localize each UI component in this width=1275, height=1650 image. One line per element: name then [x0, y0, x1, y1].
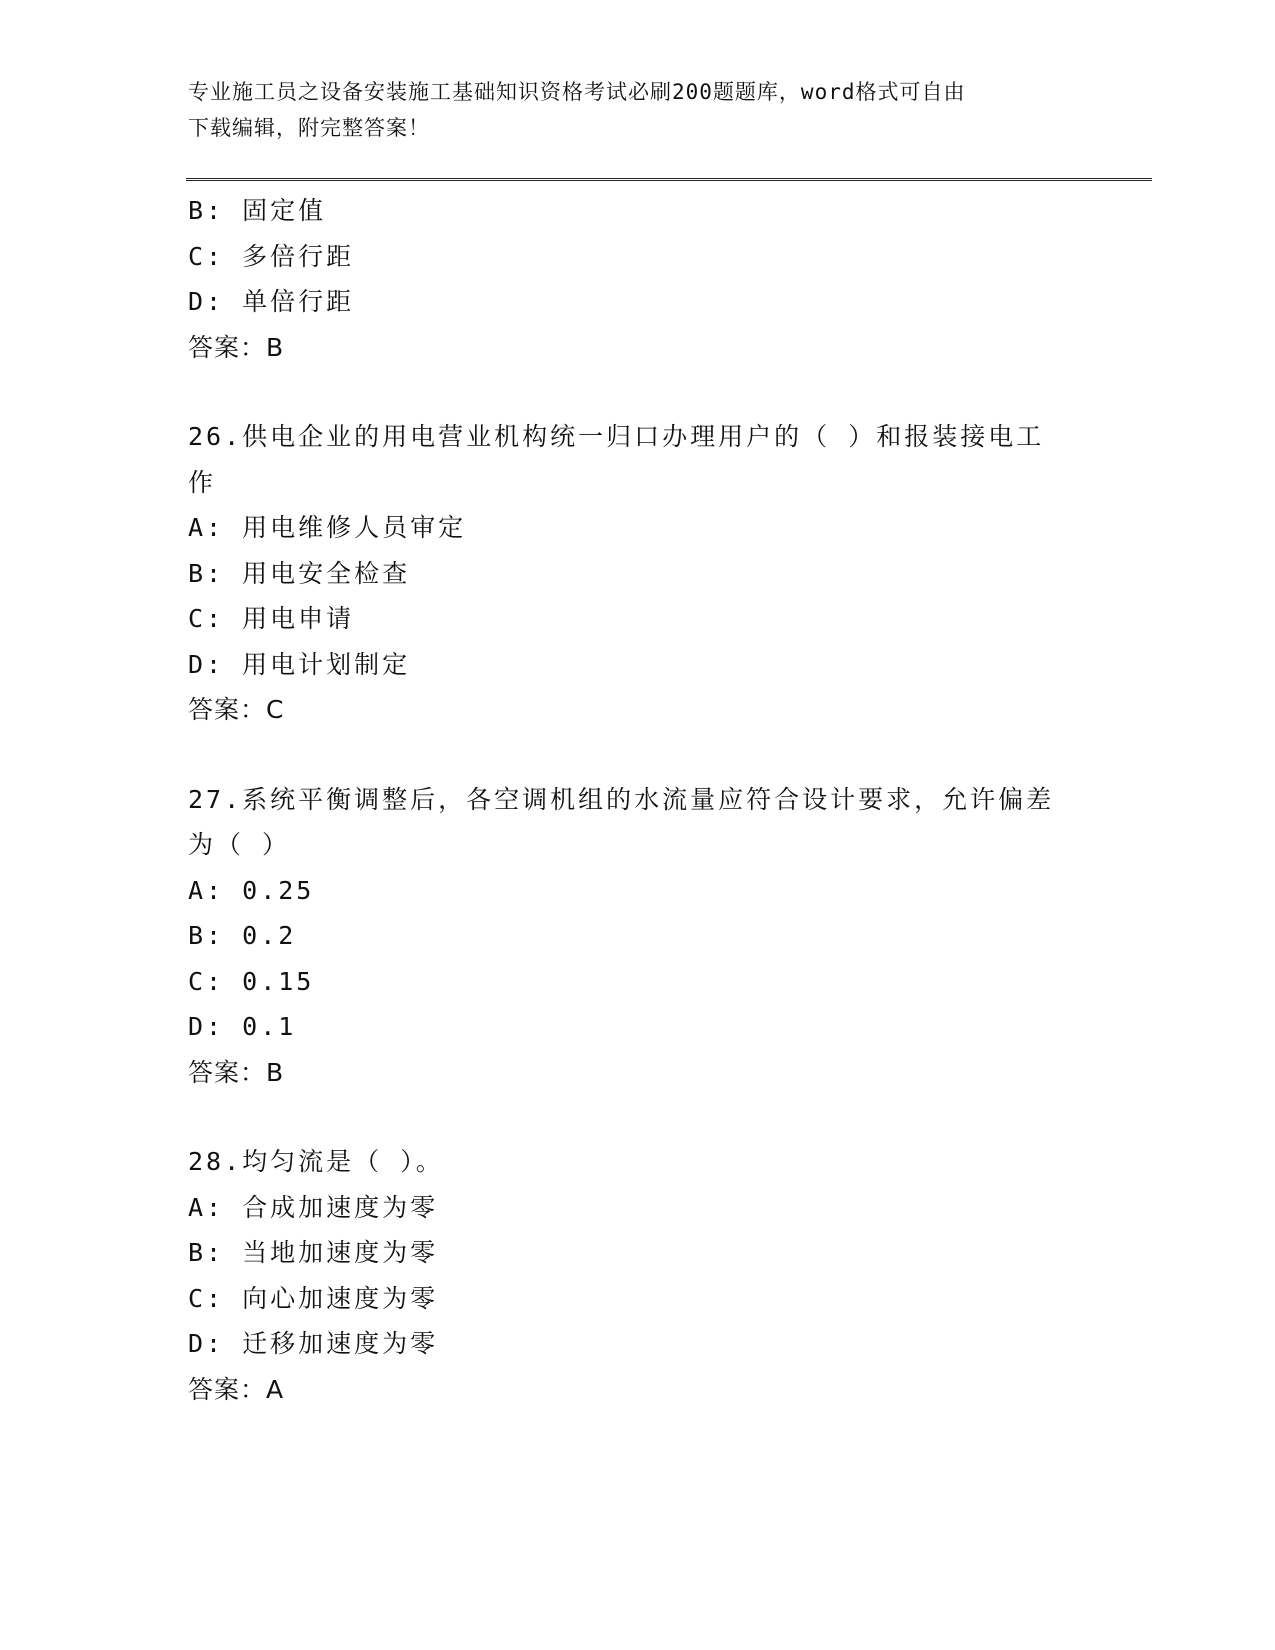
- option-a: A: 合成加速度为零: [188, 1192, 439, 1222]
- question-26: [188, 414, 1088, 733]
- document-header: [188, 74, 1068, 146]
- option-b: B: 0.2: [188, 921, 297, 950]
- header-divider: [186, 178, 1152, 181]
- question-stem-line-1: 27.系统平衡调整后，各空调机组的水流量应符合设计要求，允许偏差: [188, 784, 1055, 814]
- question-27: [188, 777, 1088, 1096]
- question-stem-line-1: 28.均匀流是（ ）。: [188, 1147, 444, 1176]
- option-d: D: 0.1: [188, 1012, 297, 1041]
- option-c: C: 向心加速度为零: [188, 1283, 439, 1313]
- answer: 答案：B: [188, 332, 285, 362]
- header-line-1: 专业施工员之设备安装施工基础知识资格考试必刷200题题库，word格式可自由: [188, 80, 966, 104]
- option-c: C: 0.15: [188, 966, 315, 996]
- option-c: C: 多倍行距: [188, 241, 355, 271]
- header-line-2: 下载编辑，附完整答案！: [188, 116, 430, 140]
- option-d: D: 单倍行距: [188, 287, 355, 316]
- option-a: A: 用电维修人员审定: [188, 513, 467, 542]
- question-content: [188, 188, 1088, 1412]
- answer: 答案：B: [188, 1057, 285, 1087]
- option-c: C: 用电申请: [188, 604, 355, 633]
- question-28: [188, 1139, 1088, 1412]
- prev-question-block: [188, 188, 1088, 370]
- option-b: B: 固定值: [188, 196, 327, 225]
- option-d: D: 用电计划制定: [188, 649, 411, 679]
- option-b: B: 当地加速度为零: [188, 1238, 439, 1267]
- answer: 答案：A: [188, 1374, 285, 1404]
- answer: 答案：C: [188, 695, 285, 724]
- question-stem-line-1: 26.供电企业的用电营业机构统一归口办理用户的（ ）和报装接电工: [188, 422, 1045, 451]
- question-stem-line-2: 作: [188, 467, 217, 497]
- question-stem-line-2: 为（ ）: [188, 830, 291, 859]
- option-b: B: 用电安全检查: [188, 558, 411, 588]
- option-a: A: 0.25: [188, 875, 315, 905]
- option-d: D: 迁移加速度为零: [188, 1329, 439, 1358]
